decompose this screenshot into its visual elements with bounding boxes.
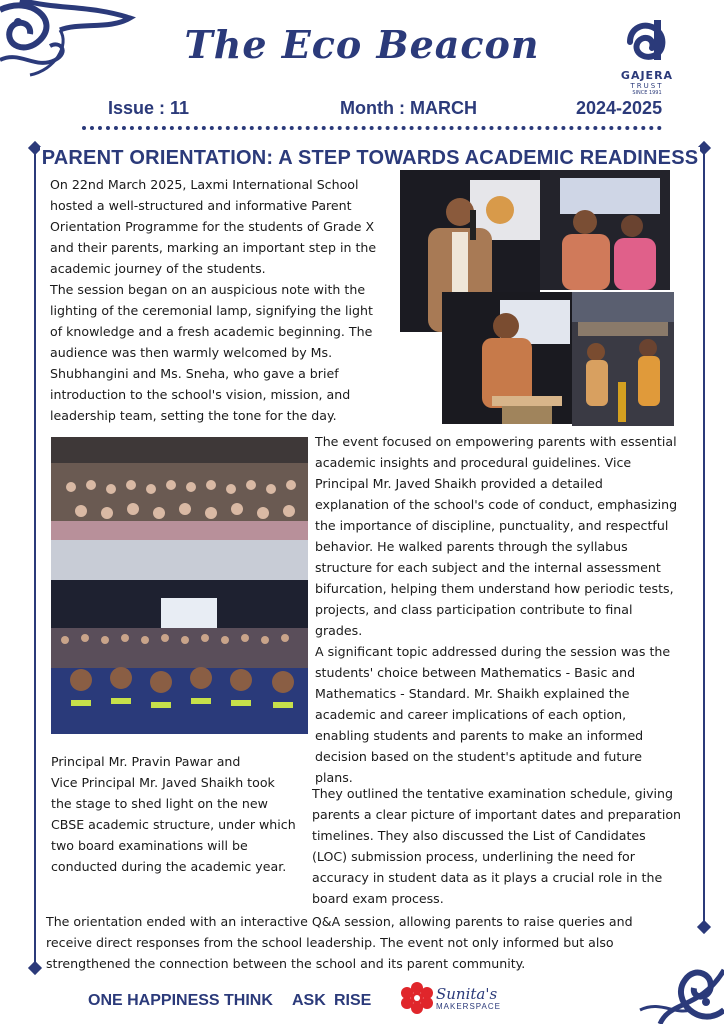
frame-diamond-left-bottom xyxy=(28,961,42,975)
text-line: Principal Mr. Javed Shaikh provided a detailed xyxy=(315,476,603,491)
text-line: hosted a well-structured and informative Parent xyxy=(50,198,352,213)
text-line: The orientation ended with an interactive Q&A session, allowing parents to raise queries and xyxy=(46,914,633,929)
text-line: academic journey of the students. xyxy=(50,261,266,276)
logo-sub: TRUST xyxy=(630,82,664,90)
text-line: projects, and class participation contribute to final xyxy=(315,602,633,617)
paragraph-exam-schedule xyxy=(312,783,706,909)
header-divider xyxy=(82,126,662,132)
text-line: Shubhangini and Ms. Sneha, who gave a brief xyxy=(50,366,339,381)
photo-podium-speaker xyxy=(442,292,572,424)
text-line: On 22nd March 2025, Laxmi International School xyxy=(50,177,359,192)
makerspace-flower-icon xyxy=(398,982,436,1014)
newsletter-title: The Eco Beacon xyxy=(184,22,540,67)
issue-year: 2024-2025 xyxy=(576,98,663,118)
footer-rise: RISE xyxy=(334,992,372,1009)
text-line: introduction to the school's vision, mission, and xyxy=(50,387,351,402)
frame-left xyxy=(34,148,36,968)
text-line: decision based on the student's aptitude and future xyxy=(315,749,642,764)
text-line: The event focused on empowering parents with essential xyxy=(315,434,677,449)
text-line: They outlined the tentative examination schedule, giving xyxy=(312,786,674,801)
text-line: audience was then warmly welcomed by Ms. xyxy=(50,345,333,360)
text-line: board exam process. xyxy=(312,891,444,906)
text-line: leadership team, setting the tone for the day. xyxy=(50,408,337,423)
frame-diamond-right-bottom xyxy=(697,920,711,934)
maker-sub: MAKERSPACE xyxy=(436,1002,501,1011)
maker-name: Sunita's xyxy=(436,985,498,1003)
text-line: of knowledge and a fresh academic beginning. The xyxy=(50,324,373,339)
photo-two-anchors xyxy=(540,170,670,290)
gajera-trust-logo xyxy=(612,18,682,100)
text-line: two board examinations will be xyxy=(51,838,248,853)
text-line: academic insights and procedural guidelines. Vice xyxy=(315,455,632,470)
photo-lamp-lighting xyxy=(572,292,674,426)
text-line: strengthened the connection between the school and its parent community. xyxy=(46,956,526,971)
text-line: enabling students and parents to make an informed xyxy=(315,728,644,743)
text-line: timelines. They also discussed the List of Candidates xyxy=(312,828,646,843)
paragraph-conclusion xyxy=(46,911,686,974)
footer-think: THINK xyxy=(224,992,273,1009)
text-line: Vice Principal Mr. Javed Shaikh took xyxy=(51,775,275,790)
issue-month: Month : MARCH xyxy=(340,98,477,118)
gajera-logo-icon xyxy=(624,18,670,64)
text-line: academic and career implications of each option, xyxy=(315,707,627,722)
photo-audience-hall xyxy=(51,437,308,540)
text-line: parents a clear picture of important dates and preparation xyxy=(312,807,682,822)
text-line: Principal Mr. Pravin Pawar and xyxy=(51,754,241,769)
photo-group-hall xyxy=(51,540,308,734)
text-line: bifurcation, helping them understand how periodic tests, xyxy=(315,581,674,596)
makerspace-logo xyxy=(436,986,501,1011)
footer-ask: ASK xyxy=(292,992,326,1009)
text-line: explanation of the school's code of conduct, emphasizing xyxy=(315,497,678,512)
text-line: students' choice between Mathematics - Basic and xyxy=(315,665,636,680)
paragraph-principal xyxy=(51,751,313,877)
text-line: grades. xyxy=(315,623,363,638)
text-line: lighting of the ceremonial lamp, signifying the light xyxy=(50,303,373,318)
article-headline: PARENT ORIENTATION: A STEP TOWARDS ACADEMIC READINESS xyxy=(41,147,699,169)
text-line: and their parents, marking an important step in the xyxy=(50,240,377,255)
text-line: (LOC) submission process, underlining the need for xyxy=(312,849,635,864)
text-line: accuracy in student data as it plays a crucial role in the xyxy=(312,870,663,885)
text-line: receive direct responses from the school leadership. The event not only informed but also xyxy=(46,935,614,950)
text-line: Mathematics - Standard. Mr. Shaikh explained the xyxy=(315,686,630,701)
logo-name: GAJERA xyxy=(620,69,674,82)
footer-one-happiness: ONE HAPPINESS xyxy=(88,992,220,1009)
issue-number: Issue : 11 xyxy=(108,98,190,118)
paragraph-intro xyxy=(50,174,398,426)
text-line: the importance of discipline, punctuality, and respectful xyxy=(315,518,669,533)
text-line: the stage to shed light on the new xyxy=(51,796,268,811)
text-line: conducted during the academic year. xyxy=(51,859,287,874)
text-line: A significant topic addressed during the session was the xyxy=(315,644,671,659)
text-line: structure for each subject and the internal assessment xyxy=(315,560,661,575)
logo-since: SINCE 1991 xyxy=(632,90,662,96)
text-line: plans. xyxy=(315,770,353,785)
paragraph-event-focus xyxy=(315,431,705,788)
text-line: The session began on an auspicious note with the xyxy=(50,282,366,297)
text-line: CBSE academic structure, under which xyxy=(51,817,296,832)
text-line: behavior. He walked parents through the syllabus xyxy=(315,539,628,554)
text-line: Orientation Programme for the students of Grade X xyxy=(50,219,375,234)
